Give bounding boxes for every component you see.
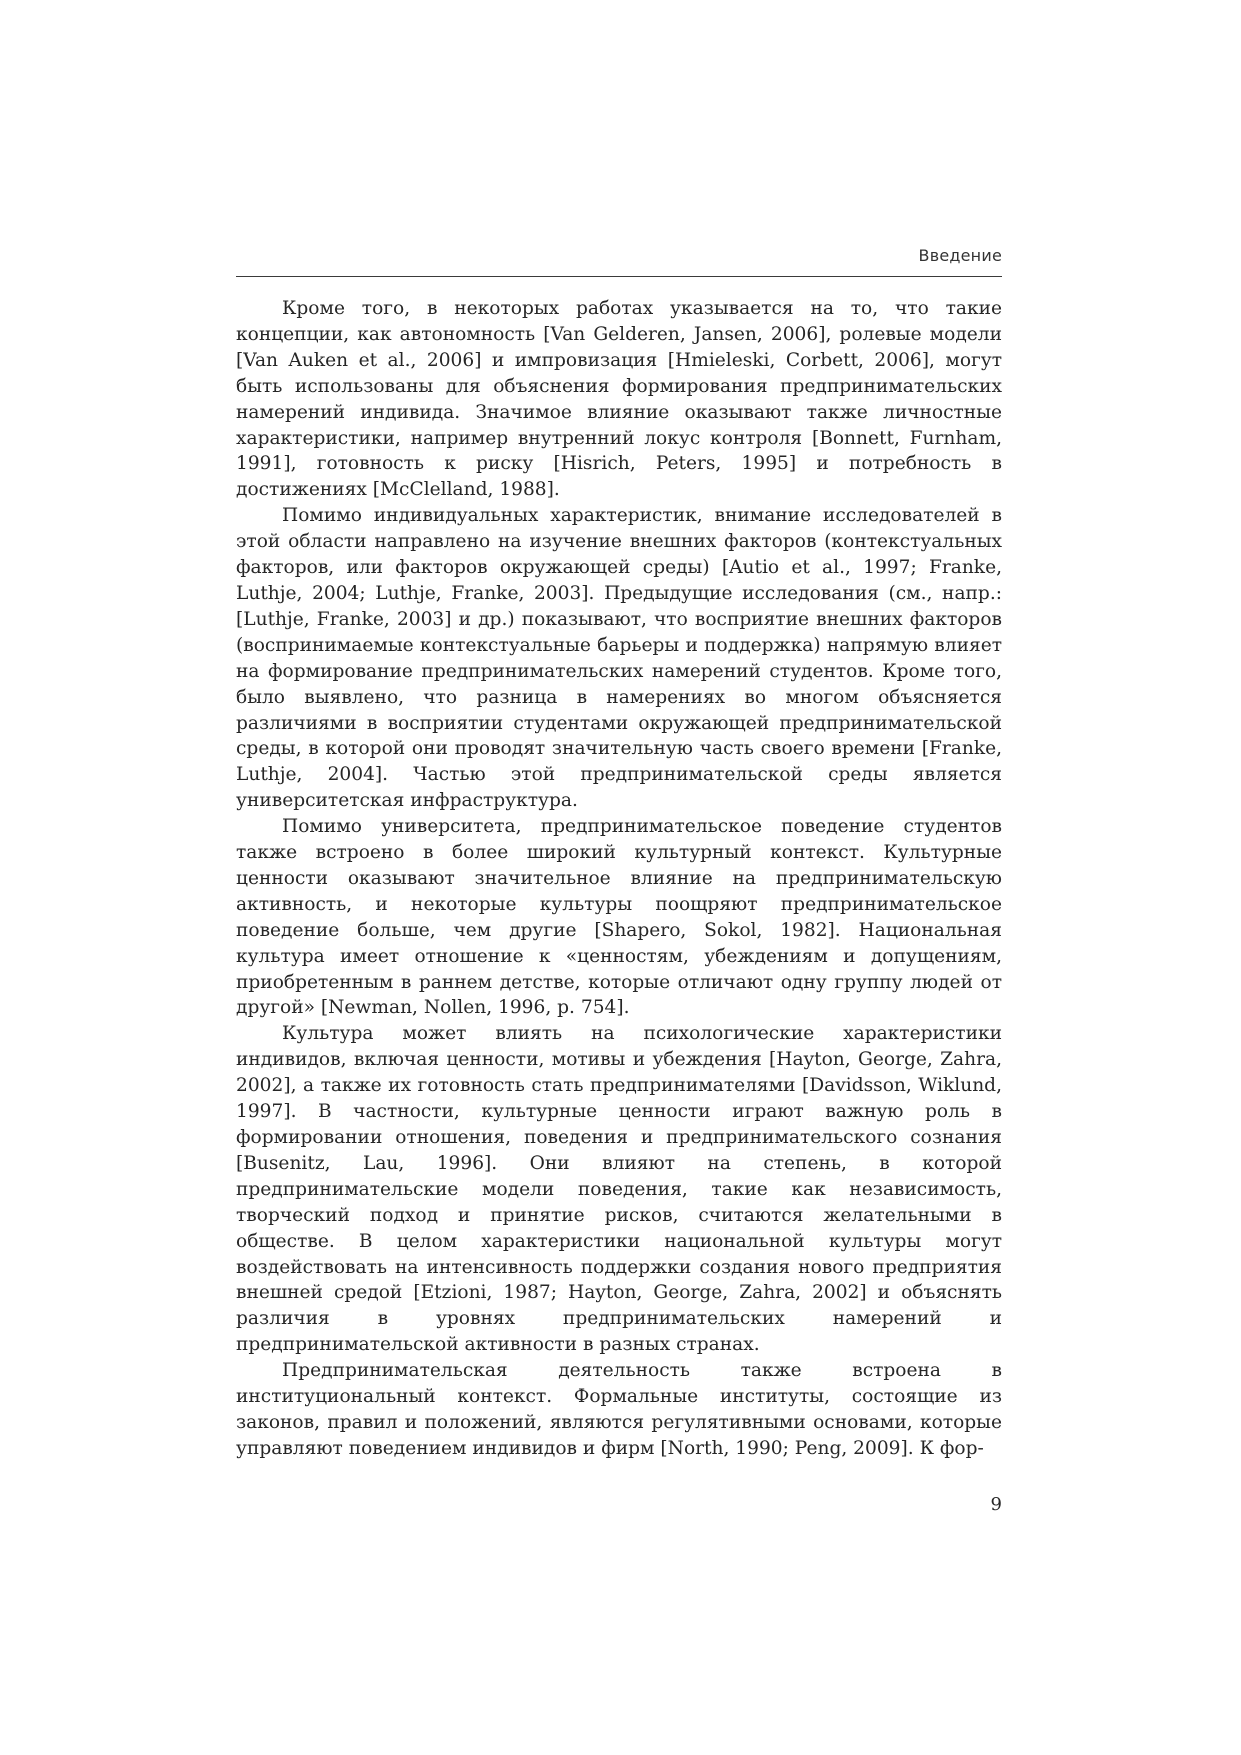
paragraph-1: Кроме того, в некоторых работах указывается на то, что такие концепции, как автономность [Van Gelderen, Jansen, 2006], ролевые модели [Van Auken et al., 2006] и импровизация [Hmieleski, Corbett, 2006], могут быть использованы для объяснения формирования предпринимательских намерений индивида. Значимое влияние оказывают также личностные характеристики, например внутренний локус контроля [Bonnett, Furnham, 1991], готовность к риску [Hisrich, Peters, 1995] и потребность в достижениях [McClelland, 1988]. [236,298,1002,501]
running-head [236,246,1002,277]
paragraph-2: Помимо индивидуальных характеристик, внимание исследователей в этой области направлено на изучение внешних факторов (контекстуальных факторов, или факторов окружающей среды) [Autio et al., 1997; Franke, Luthje, 2004; Luthje, Franke, 2003]. Предыдущие исследования (см., напр.: [Luthje, Franke, 2003] и др.) показывают, что восприятие внешних факторов (воспринимаемые контекстуальные барьеры и поддержка) напрямую влияет на формирование предпринимательских намерений студентов. Кроме того, было выявлено, что разница в намерениях во многом объясняется различиями в восприятии студентами окружающей предпринимательской среды, в которой они проводят значительную часть своего времени [Franke, Luthje, 2004]. Частью этой предпринимательской среды является университетская инфраструктура. [236,505,1002,812]
page-number: 9 [990,1494,1002,1515]
running-head-title: Введение [918,246,1002,265]
paragraph-4: Культура может влиять на психологические характеристики индивидов, включая ценности, мотивы и убеждения [Hayton, George, Zahra, 2002], а также их готовность стать предпринимателями [Davidsson, Wiklund, 1997]. В частности, культурные ценности играют важную роль в формировании отношения, поведения и предпринимательского сознания [Busenitz, Lau, 1996]. Они влияют на степень, в которой предпринимательские модели поведения, такие как независимость, творческий подход и принятие рисков, считаются желательными в обществе. В целом характеристики национальной культуры могут воздействовать на интенсивность поддержки создания нового предприятия внешней средой [Etzioni, 1987; Hayton, George, Zahra, 2002] и объяснять различия в уровнях предпринимательских намерений и предпринимательской активности в разных странах. [236,1023,1002,1356]
paragraph-5: Предпринимательская деятельность также встроена в институциональный контекст. Формальные институты, состоящие из законов, правил и положений, являются регулятивными основами, которые управляют поведением индивидов и фирм [North, 1990; Peng, 2009]. К фор- [236,1360,1002,1459]
paragraph-3: Помимо университета, предпринимательское поведение студентов также встроено в более широкий культурный контекст. Культурные ценности оказывают значительное влияние на предпринимательскую активность, и некоторые культуры поощряют предпринимательское поведение больше, чем другие [Shapero, Sokol, 1982]. Национальная культура имеет отношение к «ценностям, убеждениям и допущениям, приобретенным в раннем детстве, которые отличают одну группу людей от другой» [Newman, Nollen, 1996, p. 754]. [236,816,1002,1019]
body-text [236,296,1002,1462]
